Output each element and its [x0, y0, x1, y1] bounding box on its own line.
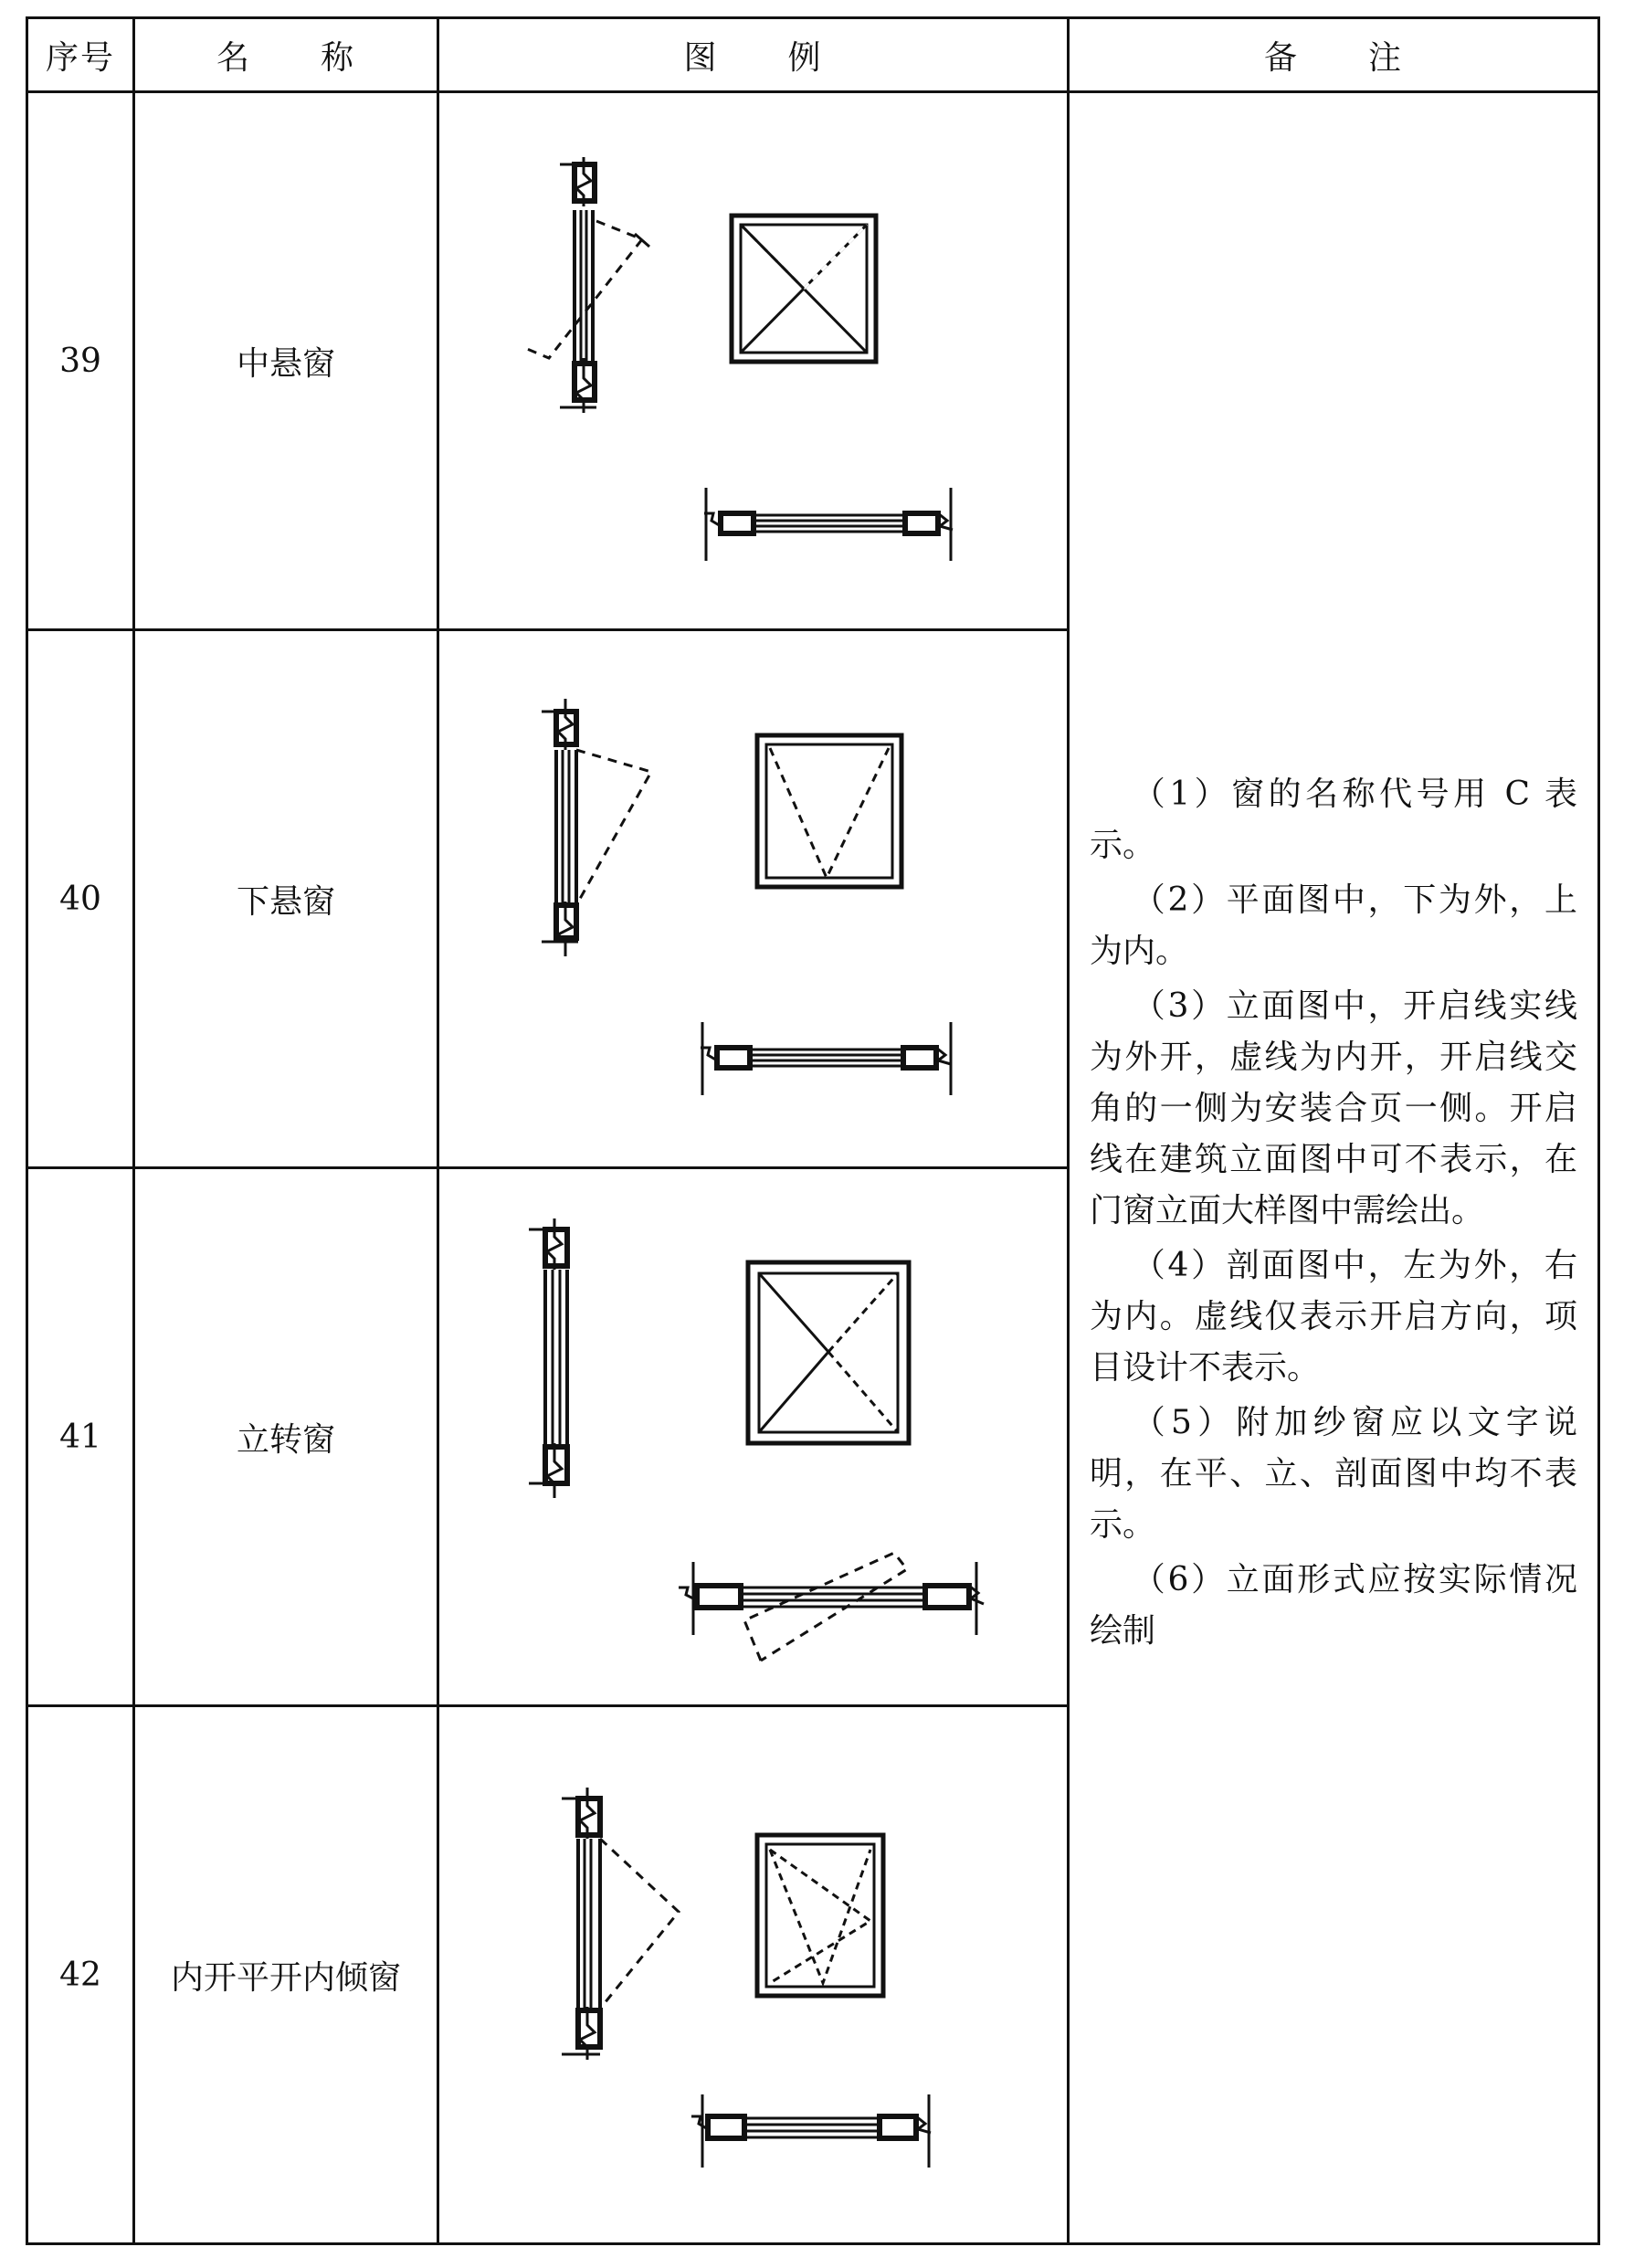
legend-cell	[438, 630, 1069, 1168]
elevation-view	[757, 1835, 883, 1996]
row-number: 41	[27, 1168, 134, 1706]
table-row	[27, 92, 1599, 630]
remark-item: （2）平面图中，下为外，上为内。	[1090, 881, 1577, 970]
row-number: 42	[27, 1706, 134, 2244]
row-name: 内开平开内倾窗	[134, 1706, 438, 2244]
remark-item: （4）剖面图中，左为外，右为内。虚线仅表示开启方向，项目设计不表示。	[1090, 1247, 1577, 1387]
plan-view	[701, 1022, 951, 1095]
remark-item: （5）附加纱窗应以文字说明，在平、立、剖面图中均不表示。	[1090, 1404, 1577, 1544]
center-pivot-window-icon	[439, 93, 1070, 628]
row-number: 39	[27, 92, 134, 630]
legend-cell	[438, 92, 1069, 630]
elevation-view	[732, 216, 876, 362]
elevation-view	[748, 1262, 909, 1443]
section-view	[529, 1218, 567, 1498]
header-name: 名 称	[134, 18, 438, 92]
row-name: 下悬窗	[134, 630, 438, 1168]
section-view	[562, 1788, 679, 2060]
header-remarks: 备 注	[1069, 18, 1599, 92]
section-view	[527, 157, 649, 413]
bottom-hung-window-icon	[439, 631, 1070, 1166]
header-number: 序号	[27, 18, 134, 92]
remarks-cell	[1069, 92, 1599, 2244]
legend-cell	[438, 1168, 1069, 1706]
remarks-notes	[1070, 93, 1597, 1657]
row-name: 立转窗	[134, 1168, 438, 1706]
remark-item: （6）立面形式应按实际情况绘制	[1090, 1561, 1577, 1650]
window-legend-table	[26, 16, 1600, 2245]
tilt-and-turn-window-icon	[439, 1707, 1070, 2242]
header-row	[27, 18, 1599, 92]
remark-item: （1）窗的名称代号用 C 表示。	[1090, 775, 1577, 864]
row-number: 40	[27, 630, 134, 1168]
plan-view	[679, 1553, 984, 1661]
section-view	[542, 699, 651, 956]
row-name: 中悬窗	[134, 92, 438, 630]
remark-item: （3）立面图中，开启线实线为外开，虚线为内开，开启线交角的一侧为安装合页一侧。开启线在建筑立面图中可不表示，在门窗立面大样图中需绘出。	[1090, 987, 1577, 1229]
legend-cell	[438, 1706, 1069, 2244]
header-legend: 图 例	[438, 18, 1069, 92]
plan-view	[691, 2094, 931, 2168]
vertical-pivot-window-icon	[439, 1169, 1070, 1704]
plan-view	[704, 488, 953, 561]
elevation-view	[757, 735, 901, 887]
